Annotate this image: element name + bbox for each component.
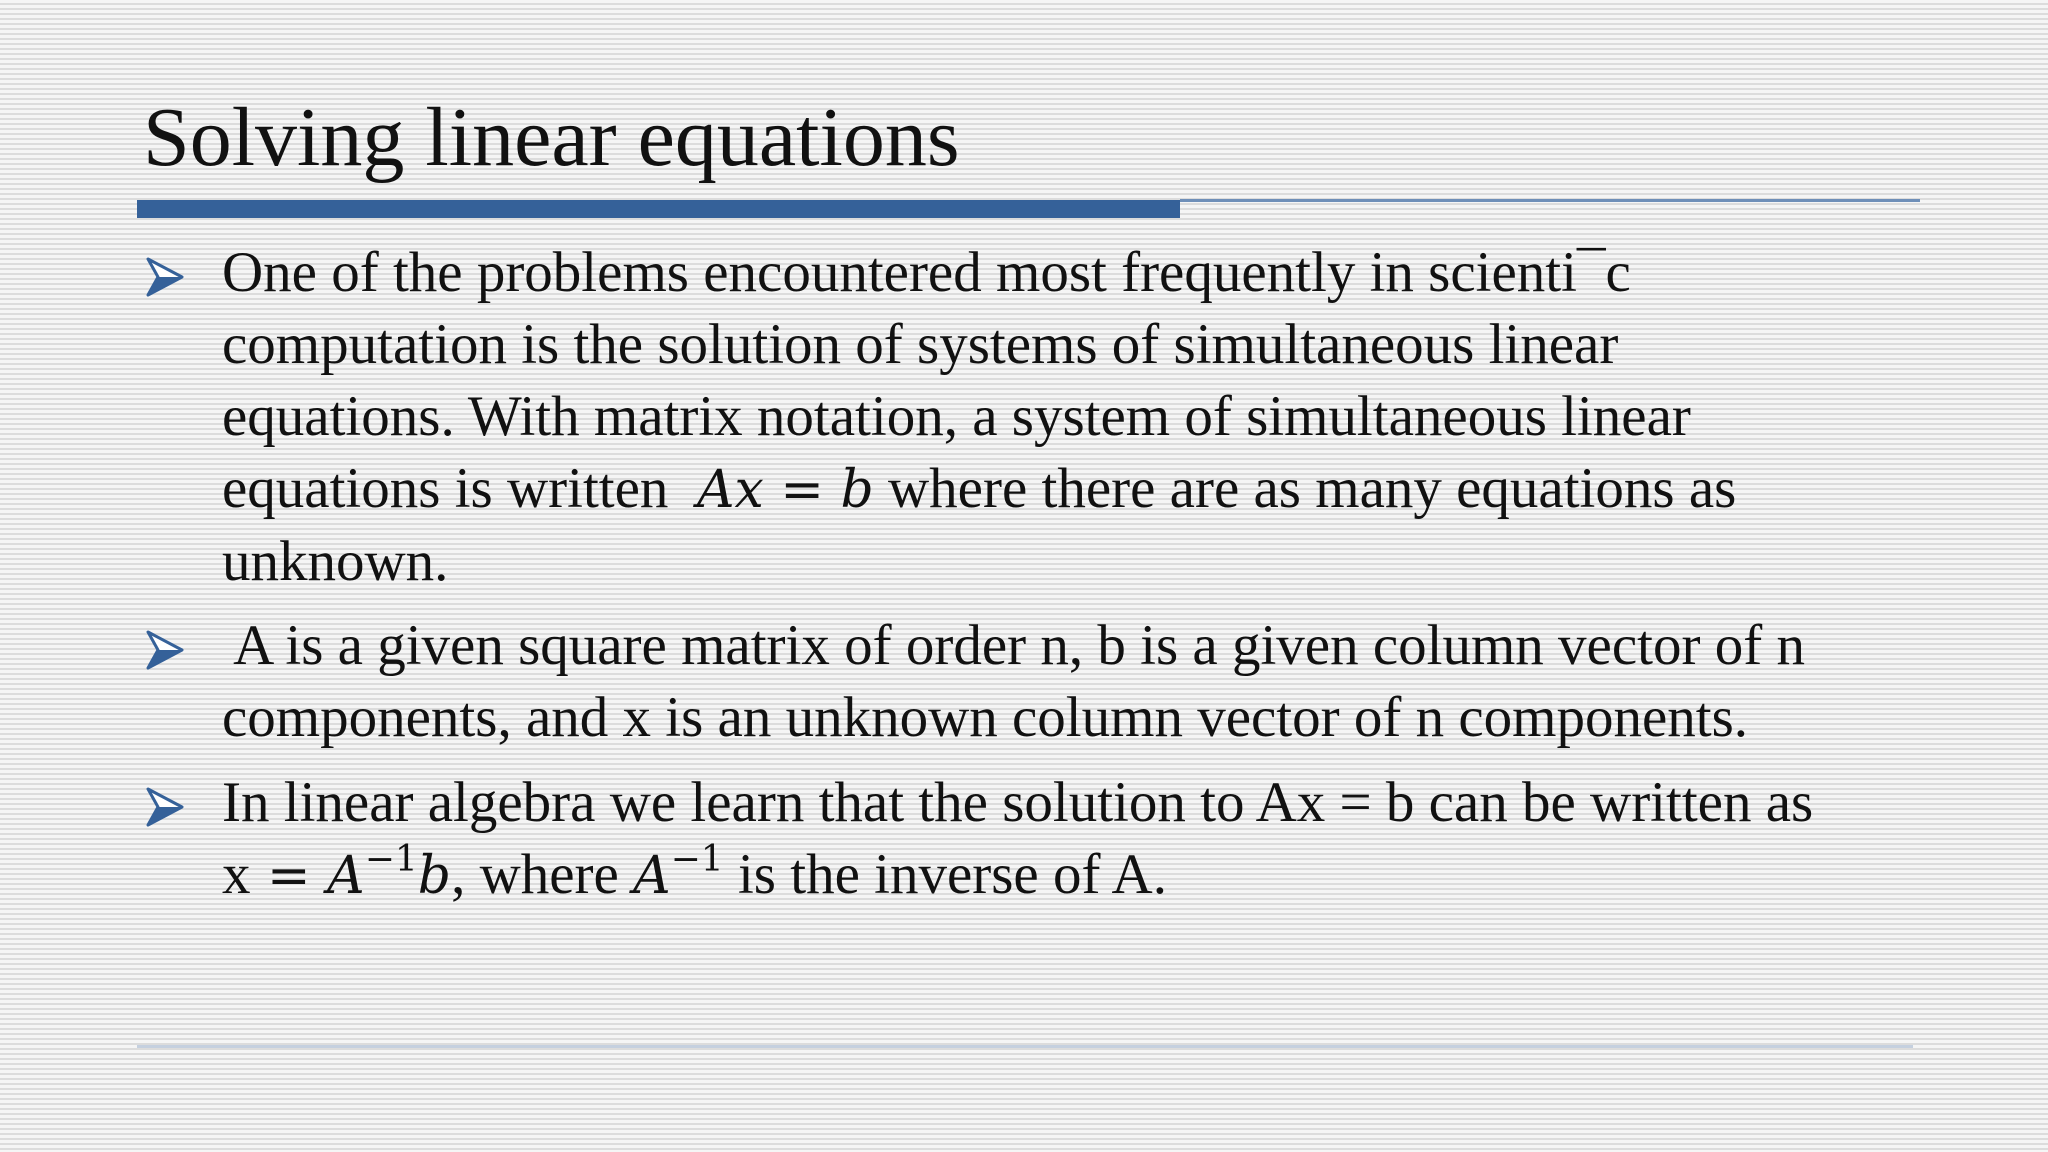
bullet-2-line-1: A is a given square matrix of order n, b is a given column vector of n <box>222 614 1805 677</box>
arrowhead-bullet-icon <box>146 257 184 297</box>
bullet-text-2 <box>222 610 1922 754</box>
equation-equals: = <box>763 460 841 520</box>
bullet-2-line-2: components, and x is an unknown column vector of n components. <box>222 686 1749 749</box>
bullet-3-line-2 <box>222 839 1922 912</box>
solution-x: x <box>222 843 251 906</box>
equation-vector-x: x <box>734 460 764 520</box>
bullet-1-line-1: One of the problems encountered most frequently in scienti¯c <box>222 241 1631 304</box>
inverse-matrix-a: A <box>327 846 365 906</box>
slide-title: Solving linear equations <box>143 91 960 184</box>
bullet-1-line-4-start: equations is written <box>222 457 697 520</box>
bullet-3-line-2-mid: , where <box>451 843 634 906</box>
inverse-exponent-2: −1 <box>670 839 724 880</box>
bullet-1-line-3: equations. With matrix notation, a system of simultaneous linear <box>222 385 1691 448</box>
title-underline-thick <box>137 200 1180 218</box>
solution-b: b <box>417 846 452 906</box>
bullet-1-line-5: unknown. <box>222 530 449 593</box>
equation-vector-b: b <box>840 460 874 520</box>
equation-matrix-a: A <box>696 460 735 520</box>
inverse-exponent: −1 <box>364 839 418 880</box>
arrowhead-bullet-icon <box>146 787 184 827</box>
inverse-matrix-a-2: A <box>633 846 671 906</box>
bullet-1-line-2: computation is the solution of systems of simultaneous linear <box>222 313 1619 376</box>
bullet-text-1 <box>222 237 1922 598</box>
bullet-1-line-4-end: where there are as many equations as <box>873 457 1737 520</box>
bullet-text-3 <box>222 767 1922 912</box>
bullet-3-line-2-end: is the inverse of A. <box>723 843 1167 906</box>
title-underline-thin <box>1180 199 1920 202</box>
bullet-1-line-4 <box>222 453 1922 526</box>
solution-equals: = <box>250 846 328 906</box>
footer-divider <box>137 1045 1913 1048</box>
arrowhead-bullet-icon <box>146 630 184 670</box>
bullet-3-line-1: In linear algebra we learn that the solution to Ax = b can be written as <box>222 771 1814 834</box>
